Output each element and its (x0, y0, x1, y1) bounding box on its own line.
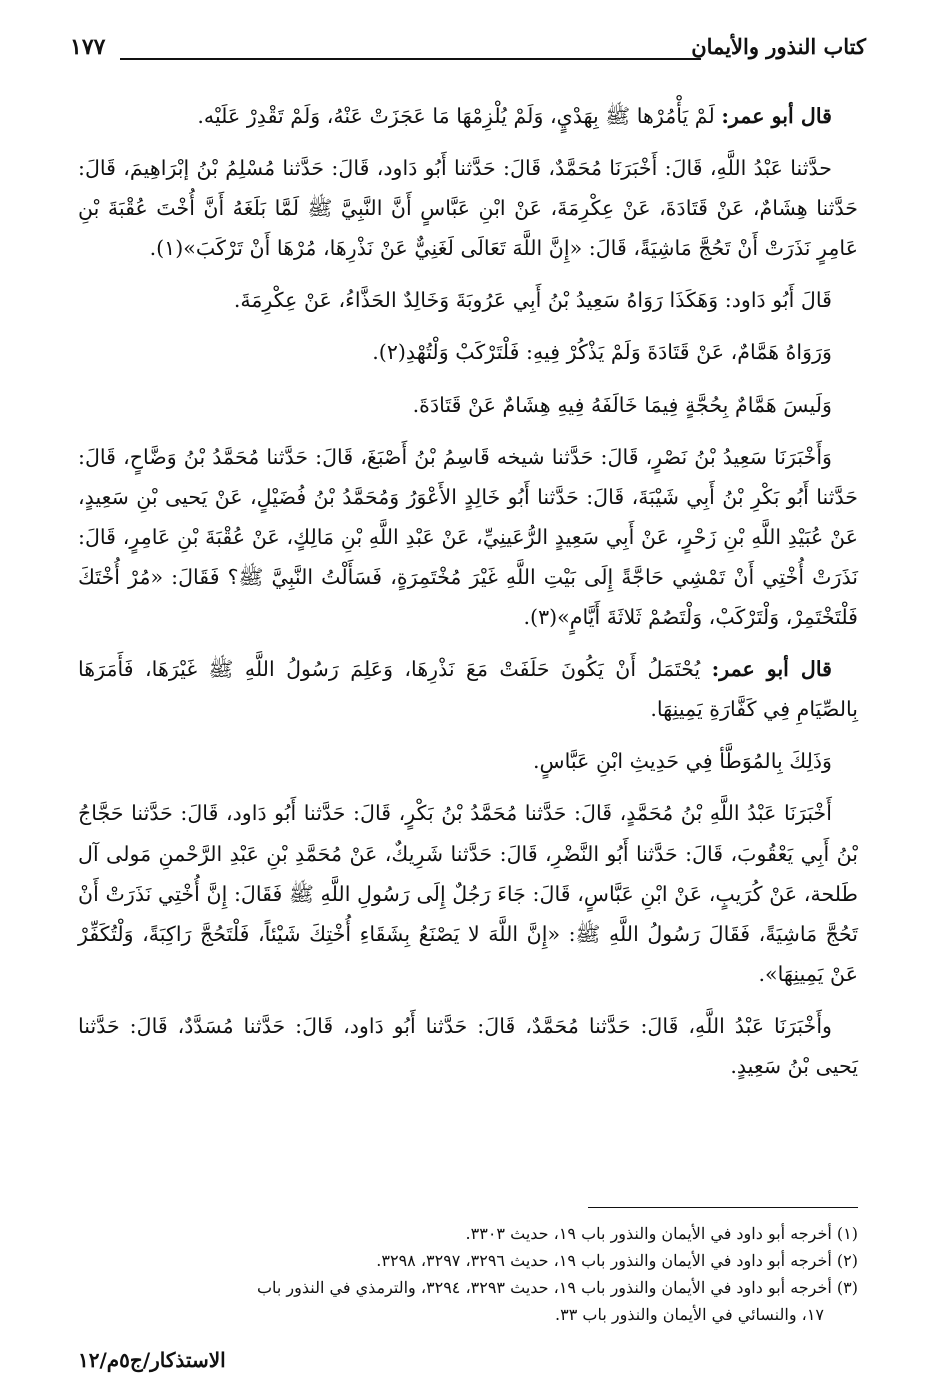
page-number: ١٧٧ (70, 34, 106, 60)
paragraph-text: وَلَيسَ هَمَّامٌ بِحُجَّةٍ فِيمَا خَالَفَهُ فِيهِ هِشَامٌ عَنْ قَتَادَةَ. (412, 392, 832, 417)
footnote-separator (588, 1207, 858, 1208)
paragraph-text: وَأَخْبَرَنَا سَعِيدُ بْنُ نَصْرٍ، قَالَ: حَدَّثنا شيخه قَاسِمُ بْنُ أَصْبَغَ، قَالَ: حَدَّثنا مُحَمَّدُ بْنُ وَضَّاحٍ، قَالَ: حَدَّثنا أَبُو بَكْرِ بْنُ أَبِي شَيْبَةَ، قَالَ: حَدَّثنا أَبُو خَالِدٍ الأَعْوَرُ وَمُحَمَّدُ بْنُ فُضَيْلٍ، عَنْ يَحيى بْنِ سَعِيدٍ، عَنْ عُبَيْدِ اللَّهِ بْنِ زَحْرٍ، عَنْ أَبِي سَعِيدٍ الرُّعَينِيِّ، عَنْ عَبْدِ اللَّهِ بْنِ مَالِكٍ، عَنْ عُقْبَةَ بْنِ عَامِرٍ، قَالَ: نَذَرَتْ أُخْتِي أَنْ تَمْشِي حَاجَّةً إِلَى بَيْتِ اللَّهِ غَيْرَ مُخْتَمِرَةٍ، فَسَأَلْتُ النَّبِيَّ ﷺ؟ فَقَالَ: «مُرْ أُخْتَكَ فَلْتَخْتَمِرْ، وَلْتَرْكَبْ، وَلْتَصُمْ ثَلاثَةَ أَيَّامٍ»(٣). (78, 444, 858, 630)
header-rule (120, 58, 701, 60)
footnotes (78, 1220, 858, 1328)
paragraph (78, 793, 858, 993)
main-text (78, 96, 858, 1098)
paragraph-text: قَالَ أَبُو دَاود: وَهَكَذَا رَوَاهُ سَعِيدُ بْنُ أَبِي عَرُوبَةَ وَخَالِدٌ الحَذَّاءُ، عَنْ عِكْرِمَةَ. (233, 288, 832, 313)
paragraph (78, 96, 858, 136)
paragraph-text: يُحْتَمَلُ أَنْ يَكُونَ حَلَفَتْ مَعَ نَذْرِهَا، وَعَلِمَ رَسُولُ اللَّهِ ﷺ غَيْرَهَا، فَأَمَرَهَا بِالصِّيَامِ فِي كَفَّارَةِ يَمِينِهَا. (78, 657, 858, 722)
signature-mark: الاستذكار/ج٥م/١٢ (78, 1348, 226, 1372)
paragraph (78, 649, 858, 729)
footnote-continuation: ١٧، والنسائي في الأيمان والنذور باب ٣٣. (555, 1305, 824, 1324)
paragraph-text: وَرَوَاهُ هَمَّامٌ، عَنْ قَتَادَةَ وَلَمْ يَذْكُرْ فِيهِ: فَلْتَرْكَبْ وَلْتُهْدِ(٢). (372, 340, 832, 365)
paragraph-text: أَخْبَرَنَا عَبْدُ اللَّهِ بْنُ مُحَمَّدٍ، قَالَ: حَدَّثنا مُحَمَّدُ بْنُ بَكْرٍ، قَالَ: حَدَّثنا أَبُو دَاود، قَالَ: حَدَّثنا حَجَّاجُ بْنُ أَبِي يَعْقُوبَ، قَالَ: حَدَّثنا أَبُو النَّضْرِ، قَالَ: حَدَّثنا شَرِيكٌ، عَنْ مُحَمَّدِ بْنِ عَبْدِ الرَّحْمنِ مَولى آل طَلحة، عَنْ كُرَيبٍ، عَنْ ابْنِ عَبَّاسٍ، قَالَ: جَاءَ رَجُلٌ إِلَى رَسُولِ اللَّهِ ﷺ فَقَالَ: إِنَّ أُخْتِي نَذَرَتْ أَنْ تَحُجَّ مَاشِيَةً، فَقَالَ رَسُولُ اللَّهِ ﷺ: «إِنَّ اللَّهَ لا يَصْنَعُ بِشَقَاءِ أُخْتِكَ شَيْئاً، فَلْتَحُجَّ رَاكِبَةً، وَلْتُكَفِّرْ عَنْ يَمِينِهَا». (78, 801, 858, 986)
paragraph (78, 741, 858, 781)
paragraph (78, 148, 858, 268)
chapter-title: كتاب النذور والأيمان (691, 34, 866, 59)
paragraph (78, 385, 858, 425)
footnote: (٣) أخرجه أبو داود في الأيمان والنذور باب ١٩، حديث ٣٢٩٣، ٣٢٩٤، والترمذي في النذور باب (256, 1278, 858, 1297)
paragraph-text: حدَّثنا عَبْدُ اللَّهِ، قَالَ: أَخْبَرَنَا مُحَمَّدٌ، قَالَ: حَدَّثنا أَبُو دَاود، قَالَ: حَدَّثنا مُسْلِمُ بْنُ إبْرَاهِيمَ، قَالَ: حَدَّثنا هِشَامٌ، عَنْ قَتَادَةَ، عَنْ عِكْرِمَةَ، عَنْ ابْنِ عَبَّاسٍ أَنَّ النَّبِيَّ ﷺ لَمَّا بَلَغَهُ أَنَّ أُخْتَ عُقْبَةَ بْنِ عَامِرٍ نَذَرَتْ أَنْ تَحُجَّ مَاشِيَةً، قَالَ: «إِنَّ اللَّهَ تَعَالَى لَغَنِيٌّ عَنْ نَذْرِهَا، مُرْهَا أَنْ تَرْكَبَ»(١). (78, 156, 858, 261)
paragraph (78, 280, 858, 320)
page-header (70, 30, 866, 70)
paragraph-text: وأَخْبَرَنَا عَبْدُ اللَّهِ، قَالَ: حَدَّثنا مُحَمَّدٌ، قَالَ: حَدَّثنا أَبُو دَاود، قَالَ: حَدَّثنا مُسَدَّدٌ، قَالَ: حَدَّثنا يَحيى بْنُ سَعِيدٍ. (78, 1013, 858, 1078)
footnote: (١) أخرجه أبو داود في الأيمان والنذور باب ١٩، حديث ٣٣٠٣. (465, 1224, 858, 1243)
paragraph (78, 437, 858, 637)
paragraph (78, 332, 858, 372)
paragraph-text: وَذَلِكَ بِالمُوَطَّأ فِي حَدِيثِ ابْنِ عَبَّاسٍ. (532, 749, 832, 774)
footnote: (٢) أخرجه أبو داود في الأيمان والنذور باب ١٩، حديث ٣٢٩٦، ٣٢٩٧، ٣٢٩٨. (376, 1251, 858, 1270)
paragraph-lead: قال أبو عمر: (711, 657, 832, 682)
paragraph-lead: قال أبو عمر: (721, 104, 832, 128)
paragraph (78, 1006, 858, 1086)
paragraph-text: لَمْ يَأْمُرْها ﷺ بِهَدْيٍ، وَلَمْ يُلْزِمْهَا مَا عَجَزَتْ عَنْهُ، وَلَمْ تَقْدِرْ عَلَيْه. (197, 104, 722, 128)
